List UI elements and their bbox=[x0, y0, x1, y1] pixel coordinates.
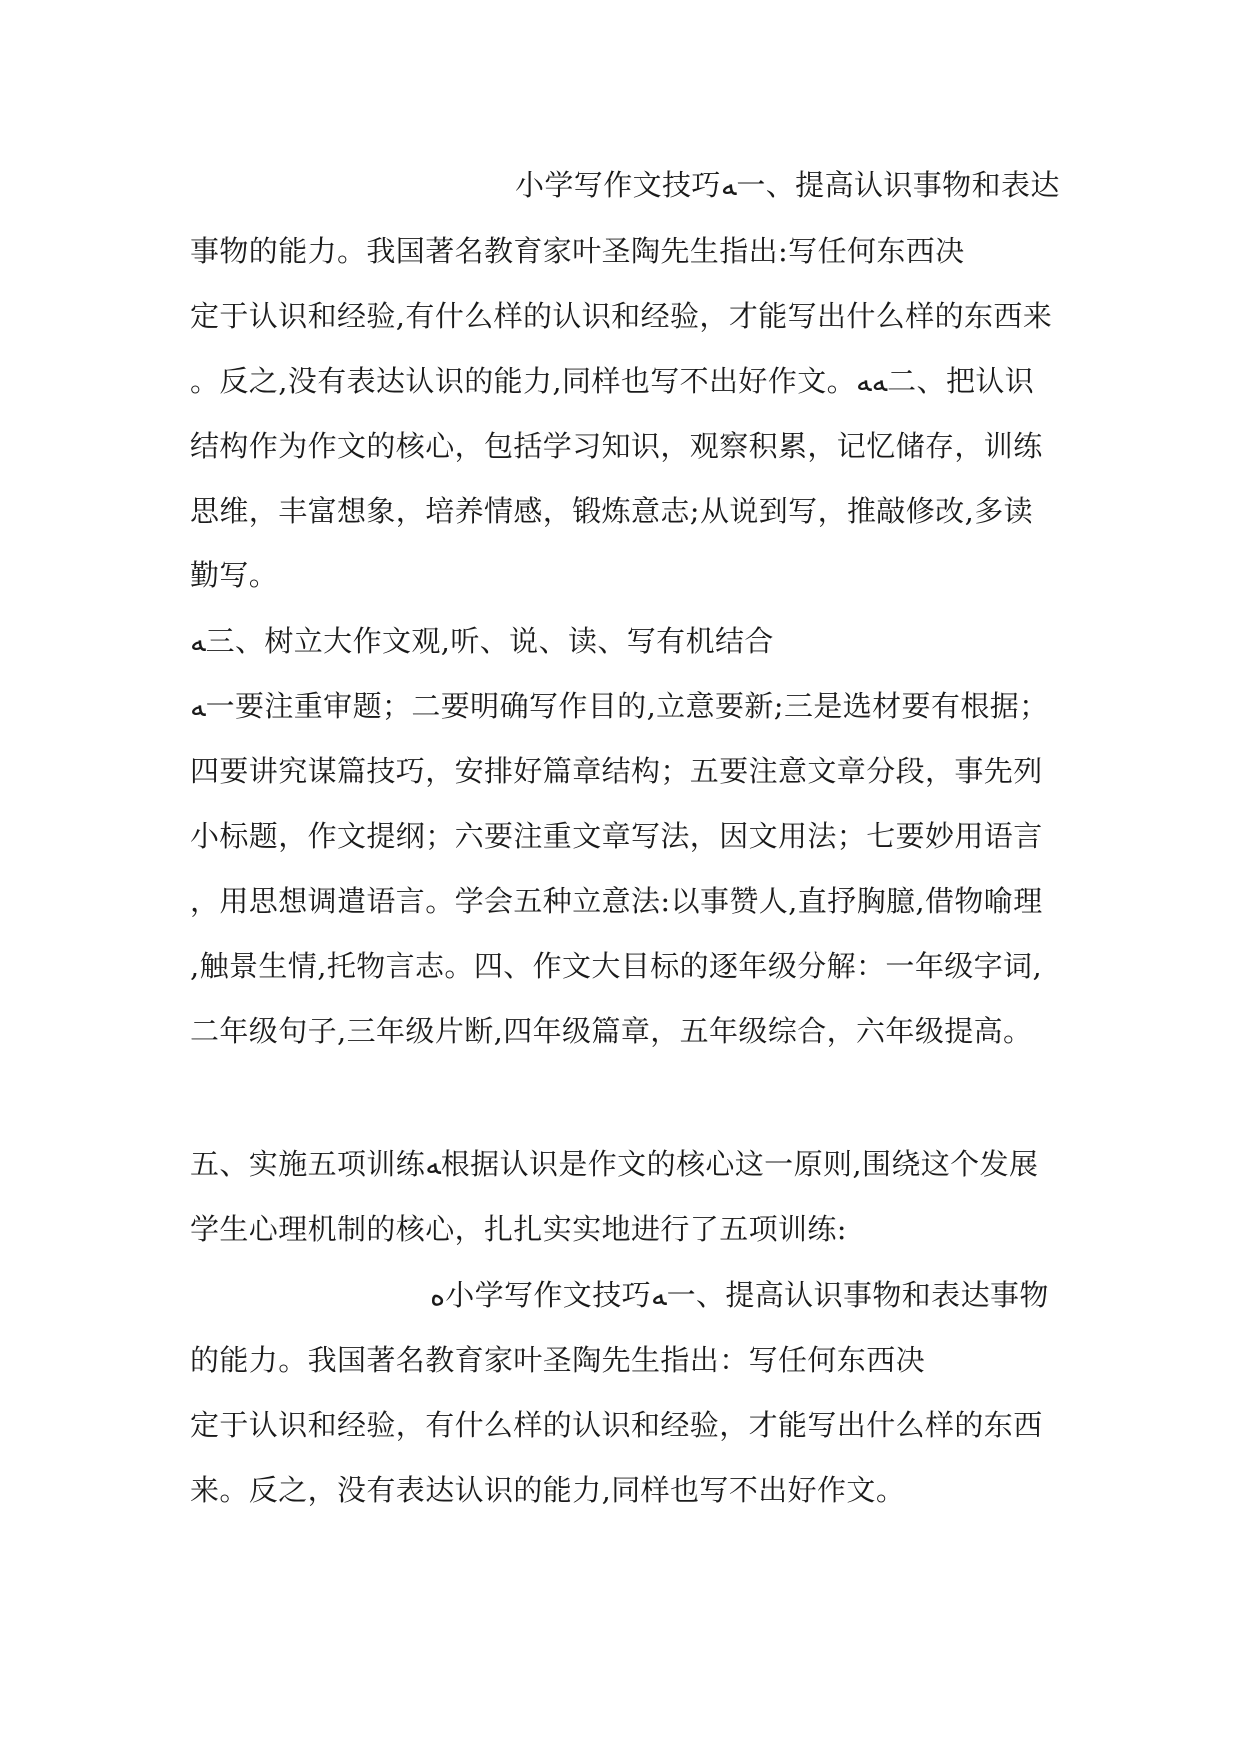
text-line: 小标题，作文提纲；六要注重文章写法，因文用法；七要妙用语言 bbox=[190, 819, 1043, 853]
text-line: 定于认识和经验,有什么样的认识和经验，才能写出什么样的东西来 bbox=[190, 299, 1053, 333]
text-line: 二年级句子,三年级片断,四年级篇章，五年级综合，六年级提高。 bbox=[190, 1014, 1033, 1048]
text-line: ﻪ三、树立大作文观,听、说、读、写有机结合 bbox=[190, 624, 774, 658]
text-line: 五、实施五项训练ﻪ根据认识是作文的核心这一原则,围绕这个发展 bbox=[190, 1147, 1039, 1181]
text-line: ，用思想调遣语言。学会五种立意法:以事赞人,直抒胸臆,借物喻理 bbox=[190, 884, 1043, 918]
text-line: 学生心理机制的核心，扎扎实实地进行了五项训练: bbox=[190, 1212, 847, 1246]
text-line: 小学写作文技巧ﻪ一、提高认识事物和表达 bbox=[515, 168, 1060, 202]
text-line: ,触景生情,托物言志。四、作文大目标的逐年级分解：一年级字词, bbox=[190, 949, 1043, 983]
text-line: 结构作为作文的核心，包括学习知识，观察积累，记忆储存，训练 bbox=[190, 429, 1043, 463]
text-line: 。反之,没有表达认识的能力,同样也写不出好作文。ﻪﻪ二、把认识 bbox=[190, 364, 1035, 398]
text-line: 定于认识和经验，有什么样的认识和经验，才能写出什么样的东西 bbox=[190, 1408, 1043, 1442]
text-line: 来。反之，没有表达认识的能力,同样也写不出好作文。 bbox=[190, 1473, 906, 1507]
text-line: 四要讲究谋篇技巧，安排好篇章结构；五要注意文章分段，事先列 bbox=[190, 754, 1043, 788]
text-line: 思维，丰富想象，培养情感，锻炼意志;从说到写，推敲修改,多读 bbox=[190, 494, 1033, 528]
text-line: 事物的能力。我国著名教育家叶圣陶先生指出:写任何东西决 bbox=[190, 234, 965, 268]
text-line: 的能力。我国著名教育家叶圣陶先生指出：写任何东西决 bbox=[190, 1343, 926, 1377]
text-line: ﻩ小学写作文技巧ﻪ一、提高认识事物和表达事物 bbox=[430, 1278, 1049, 1312]
text-line: 勤写。 bbox=[190, 558, 279, 592]
text-line: ﻪ一要注重审题；二要明确写作目的,立意要新;三是选材要有根据； bbox=[190, 689, 1049, 723]
